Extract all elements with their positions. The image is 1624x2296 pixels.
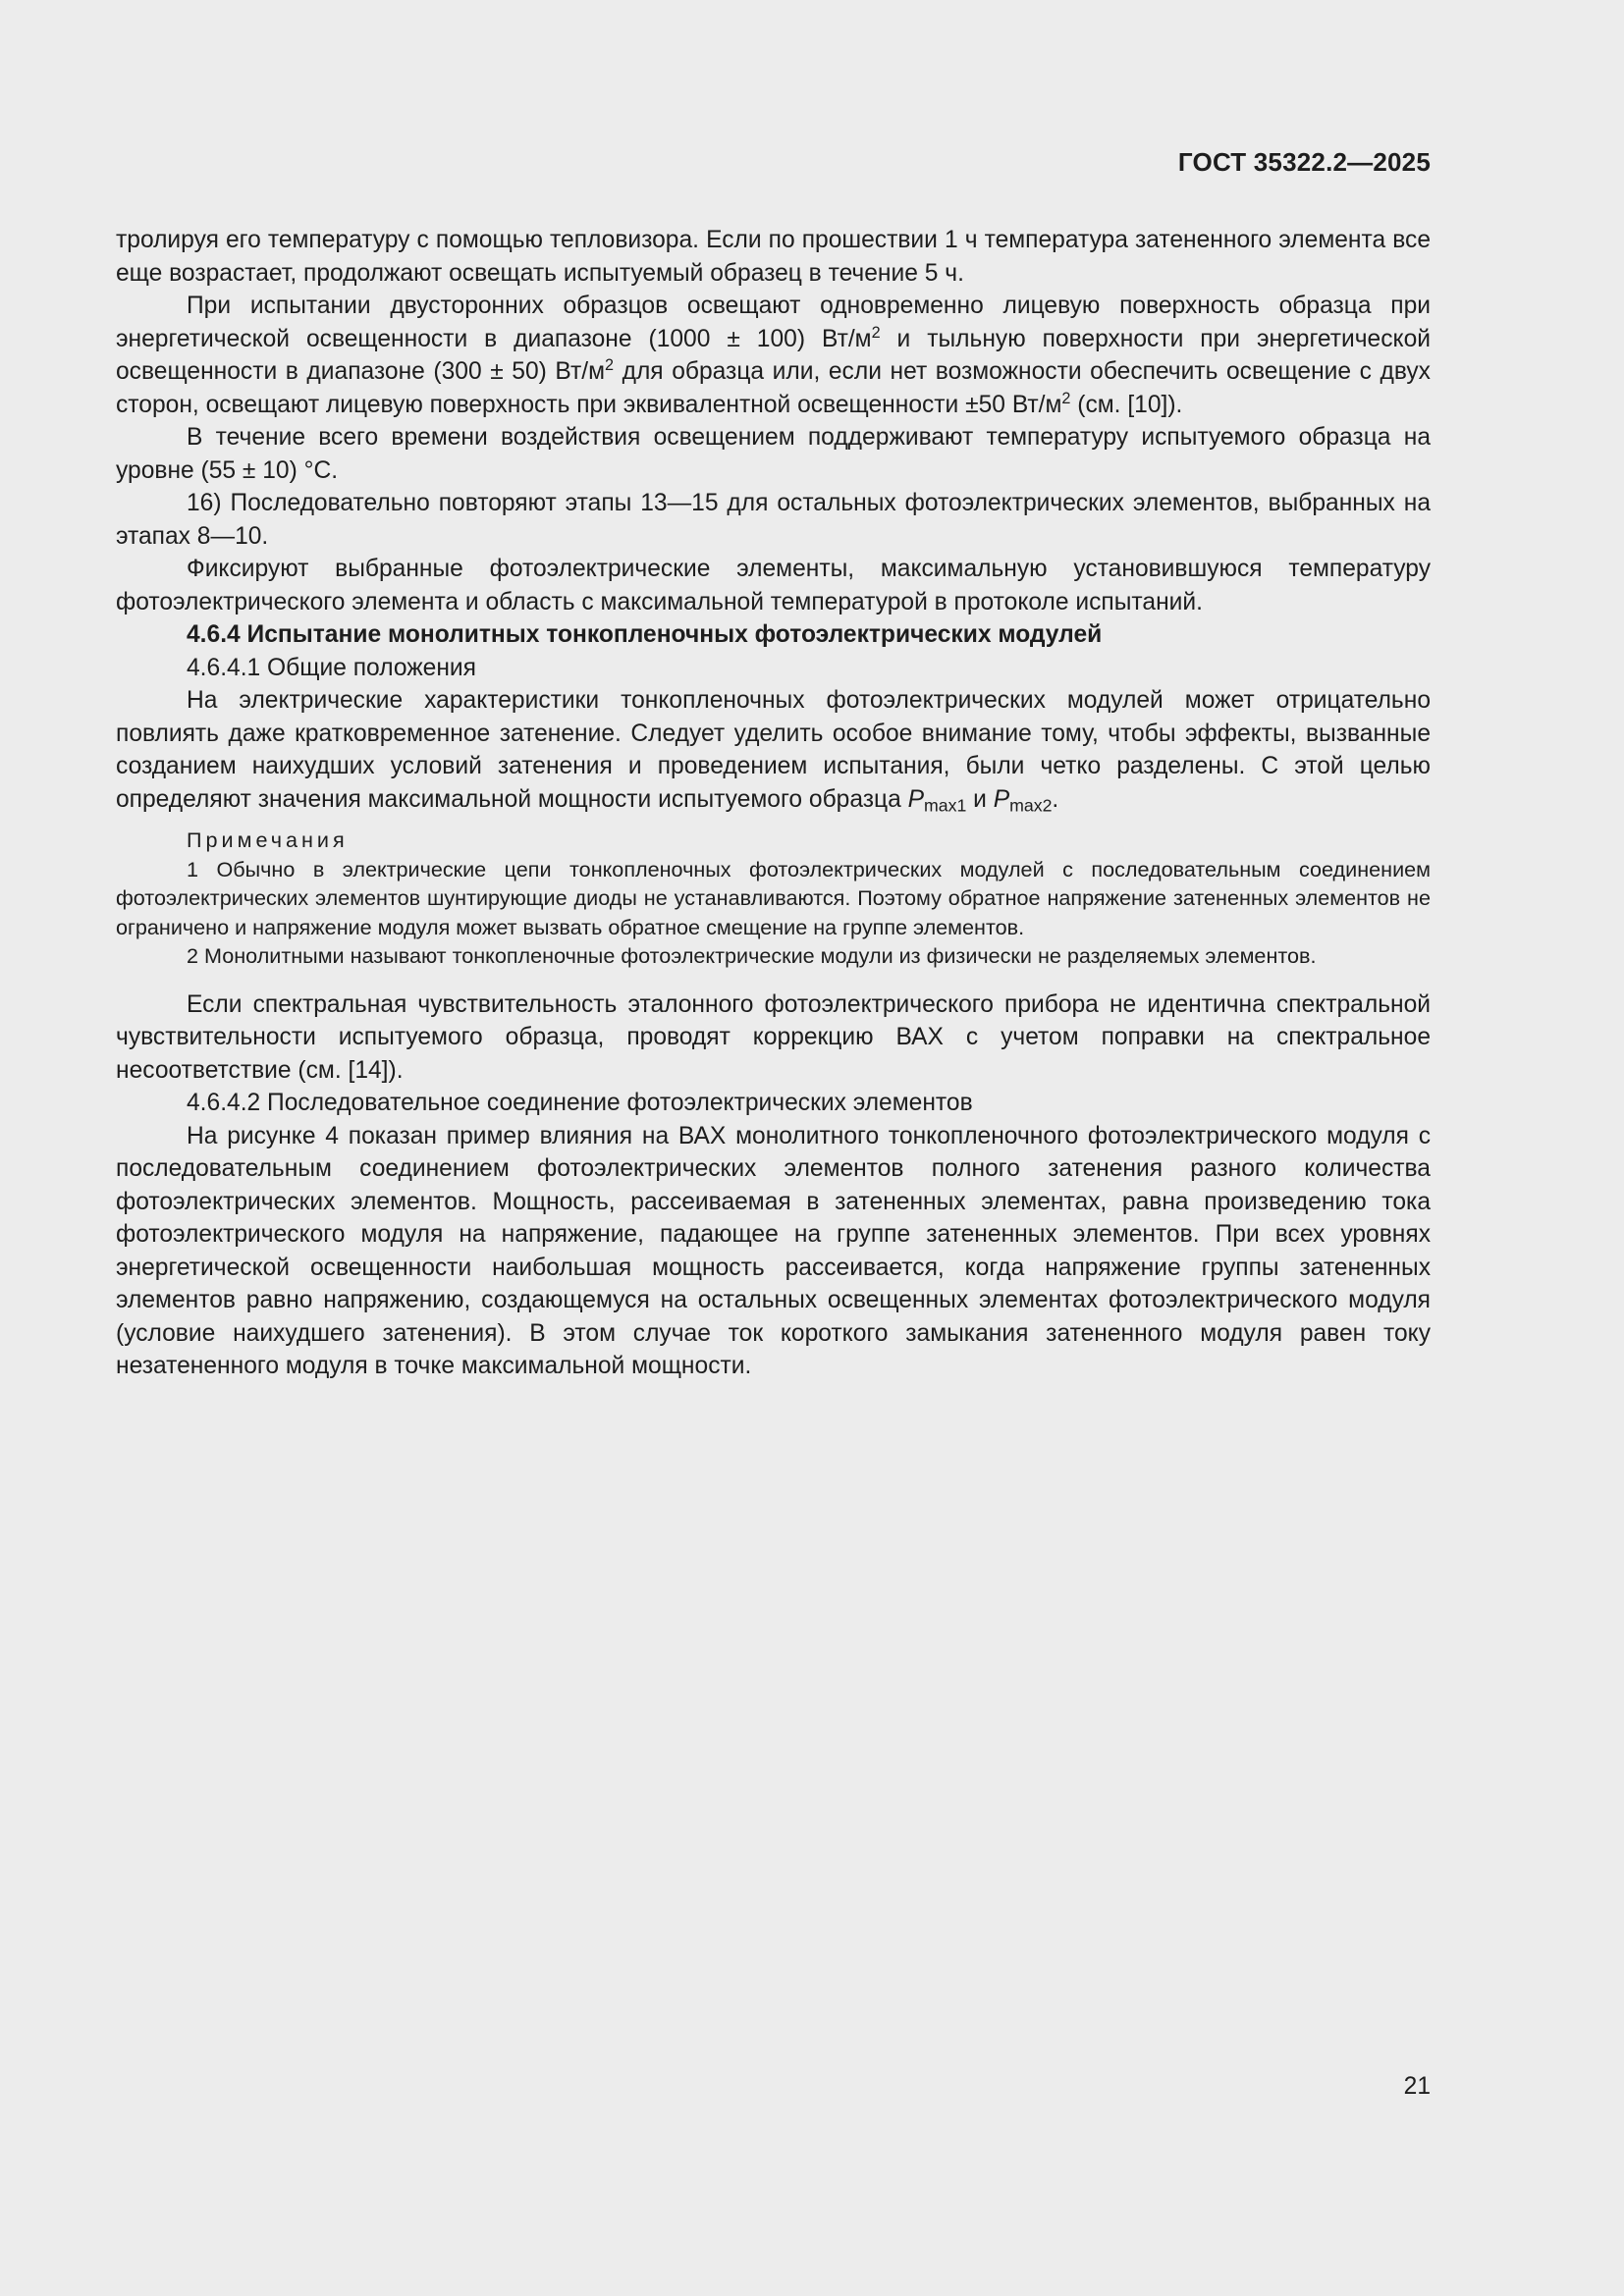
symbol-p: P xyxy=(993,785,1010,813)
paragraph-figure-4: На рисунке 4 показан пример влияния на ВАХ монолитного тонкопленочного фотоэлектрического модуля с последовательным соединением фотоэлектрических элементов полного затенения разного количества фотоэлектрических элементов. Мощность, рассеиваемая в затененных элементах, равна произведению тока фотоэлектрического модуля на напряжение, падающее на группе затененных элементов. При всех уровнях энергетической освещенности наибольшая мощность рассеивается, когда напряжение группы затененных элементов равно напряжению, создающемуся на остальных освещенных элементах фотоэлектрического модуля (условие наихудшего затенения). В этом случае ток короткого замыкания затененного модуля равен току незатененного модуля в точке максимальной мощности. xyxy=(116,1122,1431,1379)
notes-title: Примечания xyxy=(187,828,349,852)
note-1: 1 Обычно в электрические цепи тонкопленочных фотоэлектрических модулей с последовательным соединением фотоэлектрических элементов шунтирующие диоды не устанавливаются. Поэтому обратное напряжение затененных элементов не ограничено и напряжение модуля может вызвать обратное смещение на группе элементов. xyxy=(116,856,1431,939)
paragraph-continuation: тролируя его температуру с помощью тепловизора. Если по прошествии 1 ч температура затененного элемента все еще возрастает, продолжают освещать испытуемый образец в течение 5 ч. xyxy=(116,227,1431,287)
paragraph-text: для образца или, если нет возможности обеспечить освещение с двух сторон, освещают лицевую поверхность при эквивалентной освещенности ±50 Вт/м xyxy=(116,358,1431,418)
superscript: 2 xyxy=(605,356,615,375)
paragraph-text: На электрические характеристики тонкопленочных фотоэлектрических модулей может отрицательно повлиять даже кратковременное затенение. Следует уделить особое внимание тому, чтобы эффекты, вызванные созданием наихудших условий затенения и проведением испытания, были четко разделены. С этой целью определяют значения максимальной мощности испытуемого образца xyxy=(116,687,1431,813)
subscript: max1 xyxy=(924,794,967,815)
subscript: max2 xyxy=(1009,794,1053,815)
paragraph-temperature: В течение всего времени воздействия освещением поддерживают температуру испытуемого образца на уровне (55 ± 10) °С. xyxy=(116,424,1431,484)
page-number: 21 xyxy=(1403,2073,1431,2100)
paragraph-text: При испытании двусторонних образцов освещают одновременно лицевую поверхность образца при энергетической освещенности в диапазоне (1000 ± 100) Вт/м xyxy=(116,293,1431,352)
document-page xyxy=(116,0,1431,2296)
paragraph-text: и xyxy=(966,785,994,813)
superscript: 2 xyxy=(1061,389,1071,407)
superscript: 2 xyxy=(871,323,881,342)
paragraph-text: и тыльную поверхности при энергетической освещенности в диапазоне (300 ± 50) Вт/м xyxy=(116,325,1431,385)
note-2: 2 Монолитными называют тонкопленочные фотоэлектрические модули из физически не разделяемых элементов. xyxy=(187,943,1317,968)
paragraph-text: (см. [10]). xyxy=(1070,391,1183,418)
paragraph-shading-effects xyxy=(116,684,1431,816)
notes-block xyxy=(116,826,1431,971)
paragraph-step-16: 16) Последовательно повторяют этапы 13—15 для остальных фотоэлектрических элементов, выбранных на этапах 8—10. xyxy=(116,490,1431,550)
document-code-header: ГОСТ 35322.2—2025 xyxy=(1177,147,1431,177)
body-text xyxy=(116,224,1431,1383)
section-heading-4-6-4: 4.6.4 Испытание монолитных тонкопленочных фотоэлектрических модулей xyxy=(187,621,1103,648)
paragraph-bifacial-samples xyxy=(116,290,1431,421)
section-heading-4-6-4-2: 4.6.4.2 Последовательное соединение фотоэлектрических элементов xyxy=(187,1090,973,1116)
section-heading-4-6-4-1: 4.6.4.1 Общие положения xyxy=(187,654,476,681)
symbol-p: P xyxy=(907,785,925,813)
paragraph-spectral-response: Если спектральная чувствительность эталонного фотоэлектрического прибора не идентична спектральной чувствительности испытуемого образца, проводят коррекцию ВАХ с учетом поправки на спектральное несоответствие (см. [14]). xyxy=(116,990,1431,1084)
paragraph-record-results: Фиксируют выбранные фотоэлектрические элементы, максимальную установившуюся температуру фотоэлектрического элемента и область с максимальной температурой в протоколе испытаний. xyxy=(116,556,1431,615)
paragraph-text: . xyxy=(1052,785,1059,813)
